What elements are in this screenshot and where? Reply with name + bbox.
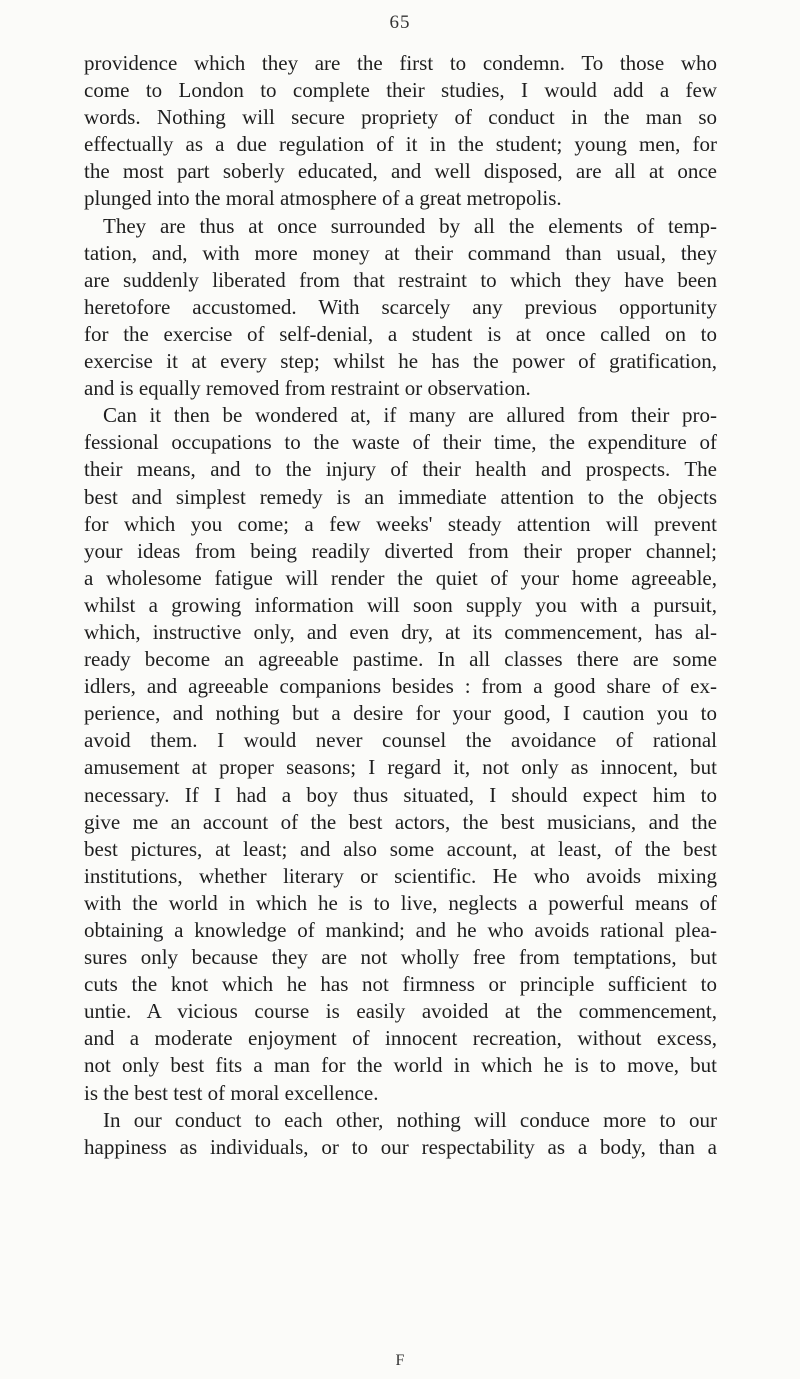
text-line: and a moderate enjoyment of innocent recreation, without excess, xyxy=(84,1026,717,1051)
text-line: providence which they are the first to condemn. To those who xyxy=(84,51,717,75)
text-line: which, instructive only, and even dry, at its commencement, has al- xyxy=(84,619,717,644)
paragraph-start-line: In our conduct to each other, nothing will conduce more to our xyxy=(103,1107,717,1132)
text-line: untie. A vicious course is easily avoided at the commencement, xyxy=(84,999,717,1024)
paragraph-end-line: and is equally removed from restraint or observation. xyxy=(84,376,531,401)
text-line: idlers, and agreeable companions besides : from a good share of ex- xyxy=(84,674,717,699)
text-line: obtaining a knowledge of mankind; and he who avoids rational plea- xyxy=(84,918,717,942)
text-line: your ideas from being readily diverted from their proper channel; xyxy=(84,538,717,563)
text-line: the most part soberly educated, and well disposed, are all at once xyxy=(84,159,717,184)
text-line: give me an account of the best actors, the best musicians, and the xyxy=(84,809,717,834)
text-line: heretofore accustomed. With scarcely any previous opportunity xyxy=(84,294,717,319)
paragraph-start-line: They are thus at once surrounded by all the elements of temp- xyxy=(103,213,717,238)
text-line: perience, and nothing but a desire for your good, I caution you to xyxy=(84,701,717,726)
text-line: a wholesome fatigue will render the quiet of your home agreeable, xyxy=(84,565,717,590)
text-line: best and simplest remedy is an immediate attention to the objects xyxy=(84,484,717,509)
text-line: come to London to complete their studies, I would add a few xyxy=(84,78,717,103)
page-number: 65 xyxy=(389,12,411,33)
text-line: happiness as individuals, or to our respectability as a body, than a xyxy=(84,1134,717,1159)
text-line: best pictures, at least; and also some account, at least, of the best xyxy=(84,836,717,861)
text-line: tation, and, with more money at their command than usual, they xyxy=(84,240,717,265)
text-line: words. Nothing will secure propriety of conduct in the man so xyxy=(84,105,717,130)
text-line: amusement at proper seasons; I regard it, not only as innocent, but xyxy=(84,755,717,780)
body-text xyxy=(84,50,717,1161)
text-line: cuts the knot which he has not firmness or principle sufficient to xyxy=(84,972,717,997)
signature-mark: F xyxy=(395,1352,405,1369)
text-line: necessary. If I had a boy thus situated, I should expect him to xyxy=(84,782,717,807)
text-line: with the world in which he is to live, neglects a powerful means of xyxy=(84,890,717,915)
text-line: fessional occupations to the waste of their time, the expenditure of xyxy=(84,430,717,455)
paragraph-end-line: plunged into the moral atmosphere of a great metropolis. xyxy=(84,186,562,211)
text-line: sures only because they are not wholly free from temptations, but xyxy=(84,945,717,970)
text-line: avoid them. I would never counsel the avoidance of rational xyxy=(84,728,717,753)
text-line: are suddenly liberated from that restraint to which they have been xyxy=(84,267,717,292)
paragraph-end-line: is the best test of moral excellence. xyxy=(84,1080,379,1105)
text-line: their means, and to the injury of their health and prospects. The xyxy=(84,457,717,482)
text-line: for the exercise of self-denial, a student is at once called on to xyxy=(84,321,717,346)
text-line: not only best fits a man for the world in which he is to move, but xyxy=(84,1053,717,1078)
paragraph-start-line: Can it then be wondered at, if many are allured from their pro- xyxy=(103,403,717,428)
text-line: for which you come; a few weeks' steady attention will prevent xyxy=(84,511,717,536)
text-line: exercise it at every step; whilst he has the power of gratification, xyxy=(84,349,717,374)
text-line: effectually as a due regulation of it in the student; young men, for xyxy=(84,132,717,157)
text-line: institutions, whether literary or scientific. He who avoids mixing xyxy=(84,863,717,888)
text-line: ready become an agreeable pastime. In all classes there are some xyxy=(84,647,717,672)
text-line: whilst a growing information will soon supply you with a pursuit, xyxy=(84,592,717,617)
